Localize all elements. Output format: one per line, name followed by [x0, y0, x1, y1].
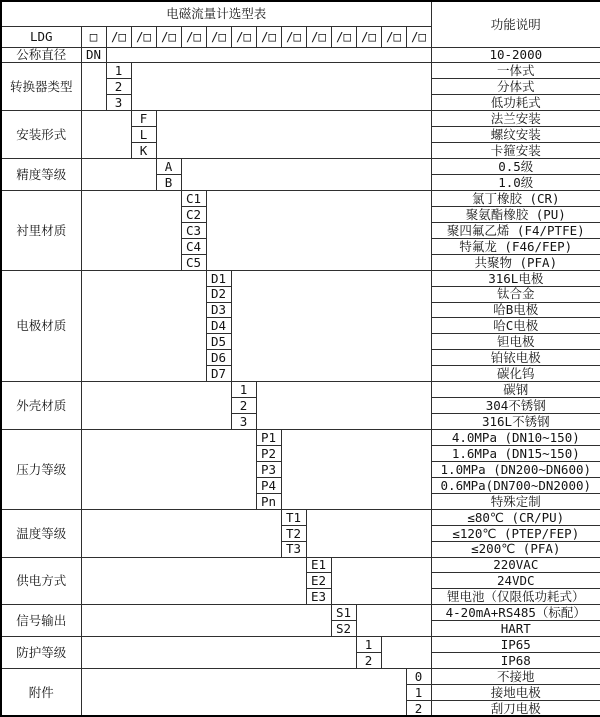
category-label: 信号输出 [1, 605, 81, 637]
description-cell: 316L电极 [431, 270, 600, 286]
code-cell: P2 [256, 445, 281, 461]
code-cell: S2 [331, 621, 356, 637]
empty-region [81, 111, 131, 159]
code-box: /□ [206, 26, 231, 47]
category-label: 附件 [1, 669, 81, 717]
description-cell: 分体式 [431, 79, 600, 95]
code-cell: 2 [406, 700, 431, 716]
code-cell: C2 [181, 206, 206, 222]
description-cell: 10-2000 [431, 47, 600, 63]
code-box: /□ [131, 26, 156, 47]
empty-region [231, 270, 431, 382]
code-cell: C3 [181, 222, 206, 238]
code-cell: 1 [231, 382, 256, 398]
description-cell: 1.0MPa (DN200~DN600) [431, 461, 600, 477]
code-cell: 1 [106, 63, 131, 79]
empty-region [81, 382, 231, 430]
description-cell: 锂电池（仅限低功耗式） [431, 589, 600, 605]
code-cell: D6 [206, 350, 231, 366]
empty-region [81, 190, 181, 270]
description-cell: 钛合金 [431, 286, 600, 302]
description-cell: 聚氨酯橡胶 (PU) [431, 206, 600, 222]
code-cell: D7 [206, 366, 231, 382]
code-cell: E1 [306, 557, 331, 573]
code-cell: D1 [206, 270, 231, 286]
code-cell: T2 [281, 525, 306, 541]
empty-region [81, 430, 256, 510]
code-cell: 2 [356, 653, 381, 669]
empty-region [81, 605, 331, 637]
code-cell: E3 [306, 589, 331, 605]
code-cell: P3 [256, 461, 281, 477]
empty-region [306, 509, 431, 557]
code-cell: P1 [256, 430, 281, 446]
empty-region [81, 557, 306, 605]
code-box: /□ [106, 26, 131, 47]
code-cell: 1 [406, 685, 431, 701]
category-label: 衬里材质 [1, 190, 81, 270]
empty-region [331, 557, 431, 605]
description-cell: IP68 [431, 653, 600, 669]
code-cell: Pn [256, 493, 281, 509]
function-description-header: 功能说明 [431, 1, 600, 47]
description-cell: ≤80℃ (CR/PU) [431, 509, 600, 525]
description-cell: 铂铱电极 [431, 350, 600, 366]
description-cell: 一体式 [431, 63, 600, 79]
table-title: 电磁流量计选型表 [1, 1, 431, 26]
code-cell: 0 [406, 669, 431, 685]
code-cell: 3 [106, 95, 131, 111]
empty-region [106, 47, 431, 63]
description-cell: ≤120℃ (PTEP/FEP) [431, 525, 600, 541]
category-label: 供电方式 [1, 557, 81, 605]
description-cell: 法兰安装 [431, 111, 600, 127]
description-cell: 哈C电极 [431, 318, 600, 334]
code-cell: K [131, 143, 156, 159]
description-cell: 聚四氟乙烯 (F4/PTFE) [431, 222, 600, 238]
description-cell: 220VAC [431, 557, 600, 573]
code-box: /□ [331, 26, 356, 47]
code-cell: T3 [281, 541, 306, 557]
code-box: /□ [356, 26, 381, 47]
code-cell: D4 [206, 318, 231, 334]
description-cell: 4.0MPa (DN10~150) [431, 430, 600, 446]
category-label: 电极材质 [1, 270, 81, 382]
description-cell: 氯丁橡胶 (CR) [431, 190, 600, 206]
code-box: /□ [381, 26, 406, 47]
empty-region [81, 63, 106, 111]
code-cell: L [131, 127, 156, 143]
empty-region [81, 669, 406, 717]
code-cell: A [156, 159, 181, 175]
code-cell: B [156, 175, 181, 191]
empty-region [356, 605, 431, 637]
code-cell: 2 [106, 79, 131, 95]
description-cell: 1.0级 [431, 175, 600, 191]
description-cell: 特氟龙 (F46/FEP) [431, 238, 600, 254]
code-box: /□ [256, 26, 281, 47]
category-label: 防护等级 [1, 637, 81, 669]
empty-region [81, 637, 356, 669]
code-box: /□ [231, 26, 256, 47]
empty-region [256, 382, 431, 430]
description-cell: 共聚物 (PFA) [431, 254, 600, 270]
description-cell: IP65 [431, 637, 600, 653]
description-cell: 碳钢 [431, 382, 600, 398]
description-cell: 钽电极 [431, 334, 600, 350]
code-box: /□ [181, 26, 206, 47]
description-cell: 316L不锈钢 [431, 414, 600, 430]
empty-region [381, 637, 431, 669]
code-cell: E2 [306, 573, 331, 589]
empty-region [131, 63, 431, 111]
description-cell: 4-20mA+RS485（标配） [431, 605, 600, 621]
description-cell: 低功耗式 [431, 95, 600, 111]
code-cell: DN [81, 47, 106, 63]
category-label: 温度等级 [1, 509, 81, 557]
code-cell: C1 [181, 190, 206, 206]
code-cell: S1 [331, 605, 356, 621]
description-cell: 卡箍安装 [431, 143, 600, 159]
empty-region [156, 111, 431, 159]
code-cell: D2 [206, 286, 231, 302]
description-cell: 接地电极 [431, 685, 600, 701]
description-cell: 螺纹安装 [431, 127, 600, 143]
code-cell: P4 [256, 477, 281, 493]
category-label: 精度等级 [1, 159, 81, 191]
code-cell: C5 [181, 254, 206, 270]
empty-region [181, 159, 431, 191]
category-label: 公称直径 [1, 47, 81, 63]
code-cell: D3 [206, 302, 231, 318]
code-box: □ [81, 26, 106, 47]
description-cell: 1.6MPa (DN15~150) [431, 445, 600, 461]
code-box: /□ [156, 26, 181, 47]
category-label: 安装形式 [1, 111, 81, 159]
empty-region [281, 430, 431, 510]
description-cell: 0.6MPa(DN700~DN2000) [431, 477, 600, 493]
category-label: 压力等级 [1, 430, 81, 510]
code-box: /□ [281, 26, 306, 47]
code-cell: 2 [231, 398, 256, 414]
description-cell: 不接地 [431, 669, 600, 685]
description-cell: 碳化钨 [431, 366, 600, 382]
empty-region [81, 159, 156, 191]
empty-region [81, 509, 281, 557]
category-label: 转换器类型 [1, 63, 81, 111]
description-cell: 刮刀电极 [431, 700, 600, 716]
code-box: /□ [406, 26, 431, 47]
empty-region [206, 190, 431, 270]
code-cell: 3 [231, 414, 256, 430]
description-cell: 304不锈钢 [431, 398, 600, 414]
empty-region [81, 270, 206, 382]
model-prefix: LDG [1, 26, 81, 47]
code-cell: 1 [356, 637, 381, 653]
code-cell: D5 [206, 334, 231, 350]
code-cell: F [131, 111, 156, 127]
description-cell: 特殊定制 [431, 493, 600, 509]
code-box: /□ [306, 26, 331, 47]
code-cell: T1 [281, 509, 306, 525]
description-cell: 24VDC [431, 573, 600, 589]
description-cell: ≤200℃ (PFA) [431, 541, 600, 557]
category-label: 外壳材质 [1, 382, 81, 430]
description-cell: HART [431, 621, 600, 637]
description-cell: 哈B电极 [431, 302, 600, 318]
code-cell: C4 [181, 238, 206, 254]
description-cell: 0.5级 [431, 159, 600, 175]
